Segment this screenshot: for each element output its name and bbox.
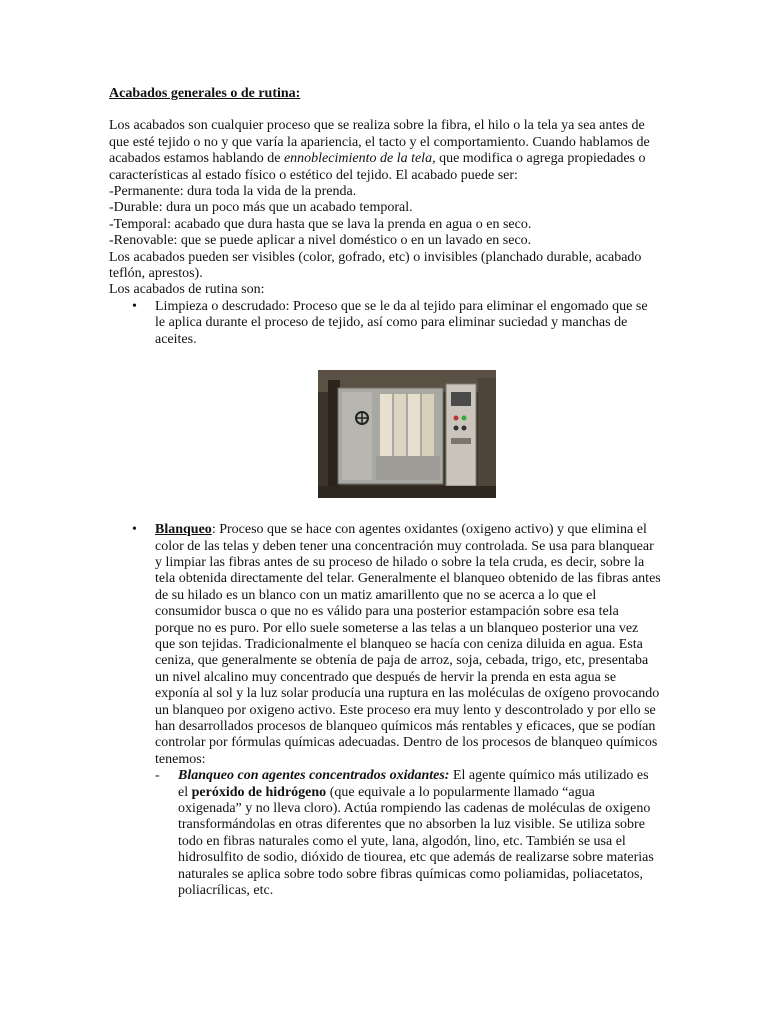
sub-text-2: (que equivale a lo popularmente llamado “agua oxigenada” y no lleva cloro). Actúa rompiendo las cadenas de moléculas de oxigeno transformándolas en otras diferentes que no absorben la luz visible. Se utiliza sobre todo en fibras naturales como el yute, lana, algodón, lino, etc. También se usa el hidrosulfito de sodio, dióxido de tiourea, etc que además de realizarse sobre materias naturales se aplica sobre todo sobre fibras químicas como poliamidas, poliacetatos, poliacrílicas, etc.	[178, 784, 654, 899]
sub-list-item	[155, 768, 661, 899]
sub-text: El agente químico más utilizado es el	[178, 768, 649, 800]
section-heading	[109, 86, 661, 102]
intro-text-after: , que modifica o agrega propiedades o características al estado físico o estético del tejido. El acabado puede ser:	[109, 151, 646, 183]
sub-title: Blanqueo con agentes concentrados oxidantes:	[178, 768, 450, 784]
intro-italic: ennoblecimiento de la tela	[283, 151, 433, 167]
heading-colon: :	[295, 86, 301, 101]
list-item	[109, 522, 661, 899]
list-item	[109, 299, 661, 348]
limpieza-text: Limpieza o descrudado: Proceso que se le da al tejido para eliminar el engomado que se le aplica durante el proceso de tejido, así como para eliminar suciedad y manchas de aceites.	[155, 298, 648, 347]
type-line: -Permanente: dura toda la vida de la prenda.	[109, 184, 357, 200]
bullet-list	[109, 299, 661, 348]
type-line: -Renovable: que se puede aplicar a nivel doméstico o en un lavado en seco.	[109, 233, 532, 249]
heading-text: Acabados generales o de rutina	[109, 86, 296, 101]
type-line: -Temporal: acabado que dura hasta que se lava la prenda en agua o en seco.	[109, 216, 532, 232]
intro-paragraph	[109, 118, 661, 184]
document-page	[109, 86, 661, 899]
sub-bold: peróxido de hidrógeno	[191, 784, 327, 800]
rutina-paragraph: Los acabados de rutina son:	[109, 282, 265, 298]
bullet-icon: •	[132, 298, 137, 314]
textile-machine-photo	[318, 370, 496, 498]
machine-illustration	[318, 370, 496, 498]
blanqueo-text: : Proceso que se hace con agentes oxidantes (oxigeno activo) y que elimina el color de las telas y deben tener una concentración muy controlada. Se usa para blanquear y limpiar las fibras antes de su proceso de hilado o sobre la tela cruda, es decir, sobre la tela obtenida directamente del telar. Generalmente el blanqueo obtenido de las fibras antes de su hilado es un blanco con un matiz amarillento que no se acerca a lo que el consumidor busca o que no es válido para una posterior estampación sobre esa tela porque no es puro. Por ello suele someterse a las telas a un blanqueo posterior una vez que son tejidas. Tradicionalmente el blanqueo se hacía con ceniza diluida en agua. Esta ceniza, que generalmente se obtenía de paja de arroz, soja, cebada, trigo, etc, presentaba un nivel alcalino muy concentrado que después de hervir la prenda en esta agua se exponía al sol y la luz solar producía una ruptura en las moléculas de oxígeno provocando un blanqueo por oxigeno activo. Este proceso era muy lento y descontrolado y por ello se han desarrollados procesos de blanqueo químicos más rentables y eficaces, que se podían controlar por fórmulas químicas adecuadas. Dentro de los procesos de blanqueo químicos tenemos:	[155, 522, 661, 767]
visible-paragraph: Los acabados pueden ser visibles (color, gofrado, etc) o invisibles (planchado durable, acabado teflón, aprestos).	[109, 249, 642, 282]
bullet-icon: •	[132, 522, 137, 538]
bullet-list-2	[109, 522, 661, 899]
type-line: -Durable: dura un poco más que un acabado temporal.	[109, 200, 413, 216]
blanqueo-label: Blanqueo	[155, 522, 212, 538]
dash-marker: -	[155, 768, 160, 784]
intro-text: Los acabados son cualquier proceso que se realiza sobre la fibra, el hilo o la tela ya sea antes de que esté tejido o no y que varía la apariencia, el tacto y el comportamiento. Cuando hablamos de acabados estamos hablando de	[109, 118, 650, 167]
